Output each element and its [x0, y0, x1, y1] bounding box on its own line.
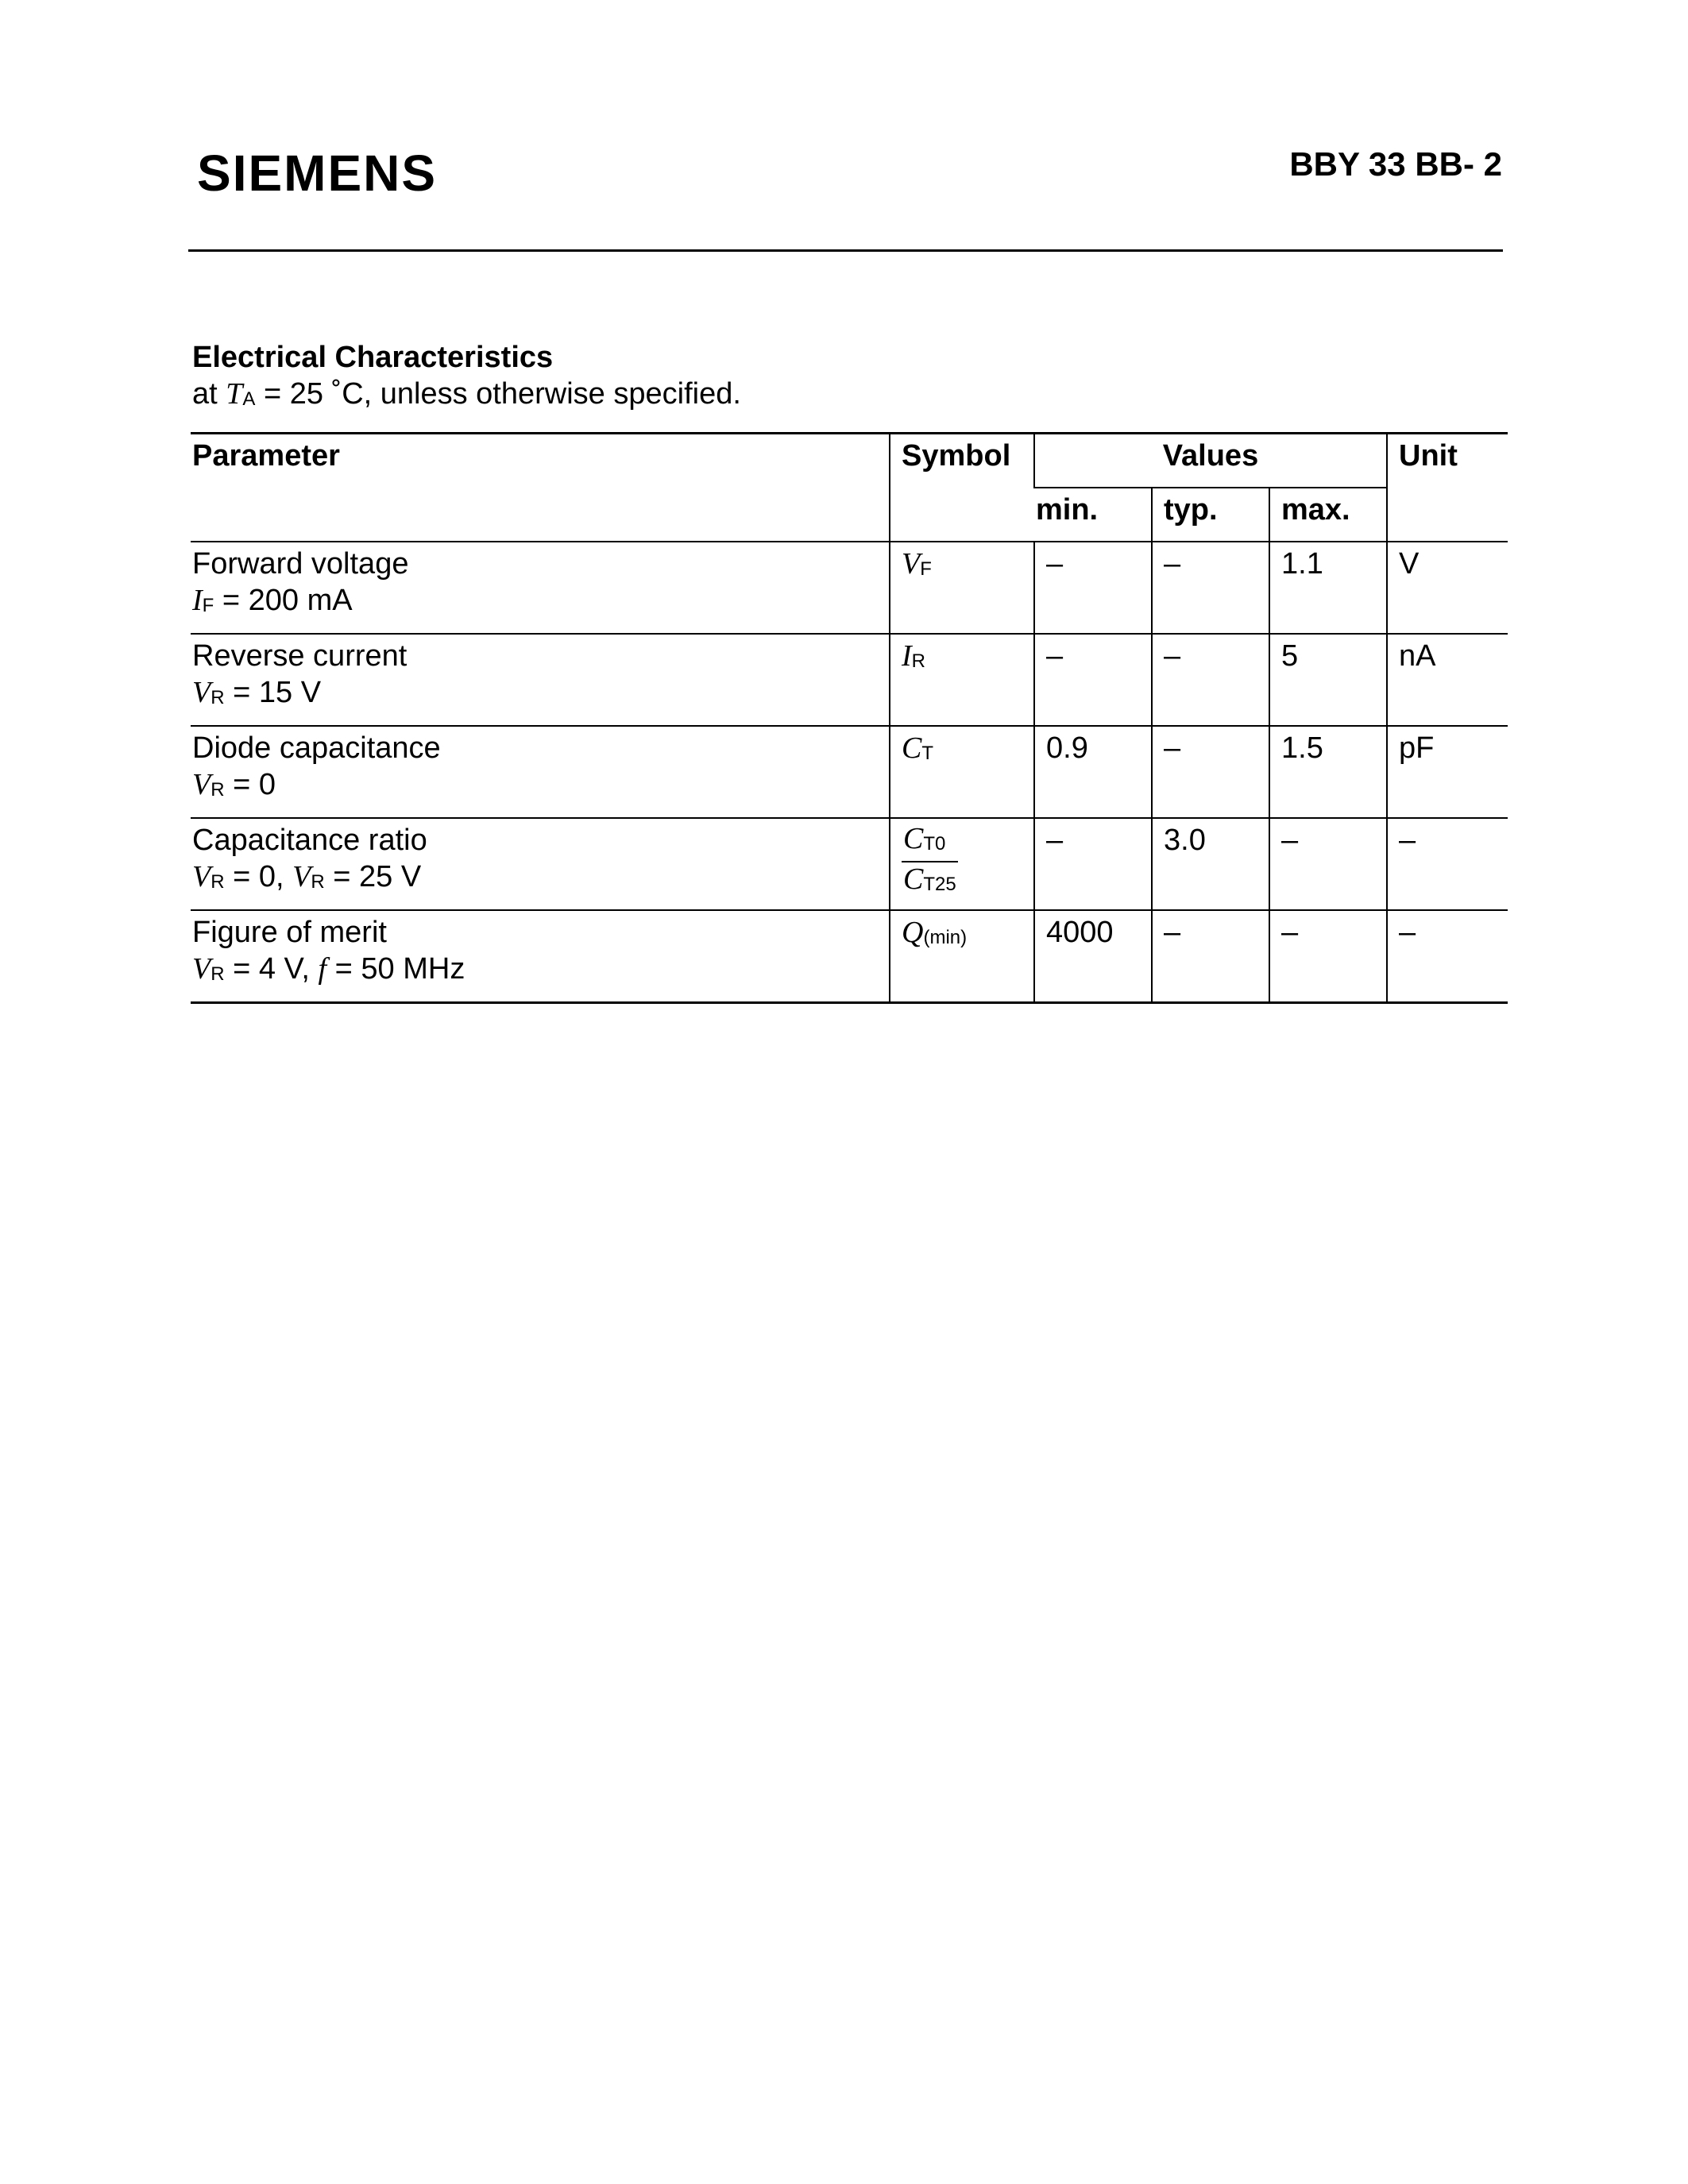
min-cell: 0.9 [1034, 726, 1152, 818]
header-parameter: Parameter [191, 434, 890, 542]
table-row [191, 542, 1508, 634]
parameter-cell [191, 542, 890, 634]
siemens-logo: SIEMENS [197, 145, 438, 202]
typ-cell: – [1152, 542, 1269, 634]
max-cell: 5 [1269, 634, 1387, 726]
section-title: Electrical Characteristics [192, 341, 554, 374]
electrical-characteristics-table [191, 432, 1508, 1004]
symbol-cell [890, 818, 1034, 910]
max-cell: – [1269, 910, 1387, 1003]
parameter-cell [191, 726, 890, 818]
typ-cell: – [1152, 726, 1269, 818]
min-cell: – [1034, 634, 1152, 726]
parameter-cell [191, 634, 890, 726]
header-symbol: Symbol [890, 434, 1034, 542]
table-row [191, 910, 1508, 1003]
conditions-symbol: T [226, 377, 243, 411]
symbol-fraction [902, 822, 958, 901]
unit-cell: nA [1387, 634, 1508, 726]
conditions-suffix: = 25 ˚C, unless otherwise specified. [263, 377, 741, 411]
symbol-cell: VF [890, 542, 1034, 634]
fraction-denominator: CT25 [903, 862, 956, 896]
header-values: Values [1034, 434, 1387, 488]
parameter-name: Reverse current [192, 639, 408, 673]
typ-cell: – [1152, 910, 1269, 1003]
unit-cell: pF [1387, 726, 1508, 818]
parameter-condition: VR = 4 V, f = 50 MHz [192, 952, 465, 986]
table-header-row [191, 434, 1508, 488]
parameter-condition: VR = 0, VR = 25 V [192, 860, 422, 893]
parameter-cell [191, 910, 890, 1003]
symbol-cell: IR [890, 634, 1034, 726]
parameter-condition: IF = 200 mA [192, 584, 353, 617]
test-conditions [192, 376, 741, 413]
parameter-condition: VR = 0 [192, 768, 276, 801]
parameter-name: Capacitance ratio [192, 824, 427, 857]
table-row [191, 726, 1508, 818]
typ-cell: 3.0 [1152, 818, 1269, 910]
max-cell: 1.1 [1269, 542, 1387, 634]
parameter-name: Forward voltage [192, 547, 409, 581]
parameter-condition: VR = 15 V [192, 676, 322, 709]
unit-cell: – [1387, 818, 1508, 910]
typ-cell: – [1152, 634, 1269, 726]
parameter-name: Diode capacitance [192, 731, 441, 765]
conditions-prefix: at [192, 377, 218, 411]
fraction-numerator: CT0 [902, 822, 958, 862]
part-number: BBY 33 BB- 2 [1289, 145, 1502, 183]
symbol-cell: CT [890, 726, 1034, 818]
min-cell: – [1034, 818, 1152, 910]
unit-cell: – [1387, 910, 1508, 1003]
unit-cell: V [1387, 542, 1508, 634]
conditions-symbol-sub: A [242, 388, 256, 410]
min-cell: – [1034, 542, 1152, 634]
header-min: min. [1034, 488, 1152, 542]
header-divider [188, 249, 1503, 252]
header-max: max. [1269, 488, 1387, 542]
max-cell: – [1269, 818, 1387, 910]
parameter-name: Figure of merit [192, 916, 387, 949]
table-row [191, 818, 1508, 910]
max-cell: 1.5 [1269, 726, 1387, 818]
header-typ: typ. [1152, 488, 1269, 542]
symbol-cell: Q(min) [890, 910, 1034, 1003]
table-row [191, 634, 1508, 726]
header-unit: Unit [1387, 434, 1508, 542]
parameter-cell [191, 818, 890, 910]
min-cell: 4000 [1034, 910, 1152, 1003]
